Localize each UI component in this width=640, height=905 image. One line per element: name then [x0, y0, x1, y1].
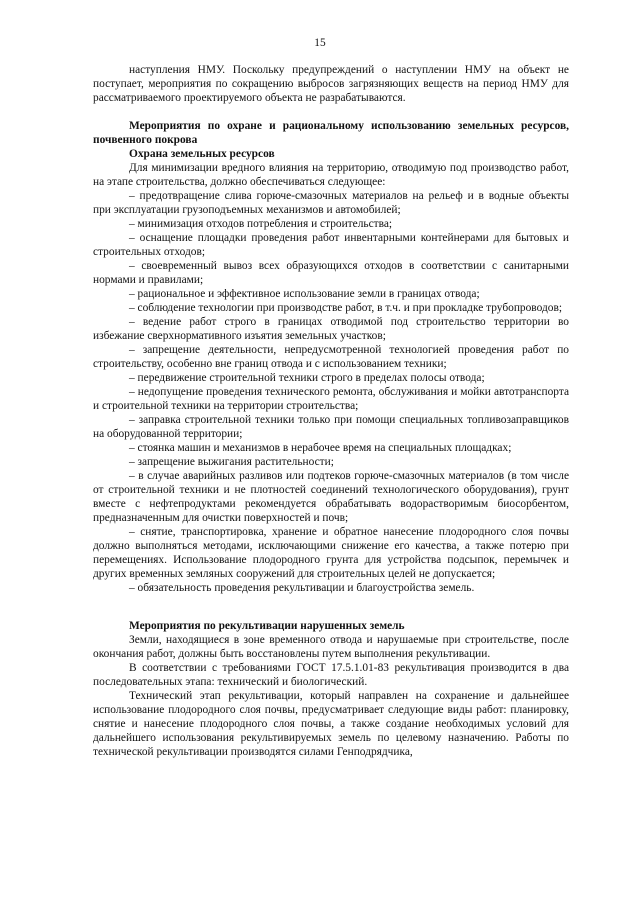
list-item: – минимизация отходов потребления и строительства; — [129, 218, 393, 230]
list-item: – снятие, транспортировка, хранение и обратное нанесение плодородного слоя почвы должно выполняться методами, исключающими снижение его качества, а также потерю при перемещениях. Использование плодородного грунта для устройства подсыпок, перемычек и других временных земляных сооружений для строительных целей не допускается; — [93, 526, 569, 580]
list-item: – соблюдение технологии при производстве работ, в т.ч. и при прокладке трубопроводов; — [129, 302, 563, 314]
list-item: – рациональное и эффективное использование земли в границах отвода; — [129, 288, 480, 300]
body-paragraph: Земли, находящиеся в зоне временного отвода и нарушаемые при строительстве, после окончания работ, должны быть восстановлены путем выполнения рекультивации. — [93, 634, 569, 660]
list-item: – передвижение строительной техники строго в пределах полосы отвода; — [129, 372, 485, 384]
subsection-heading-land-resources: Охрана земельных ресурсов — [129, 148, 275, 160]
list-item: – стоянка машин и механизмов в нерабочее время на специальных площадках; — [129, 442, 512, 454]
page-number: 15 — [314, 37, 326, 49]
list-item: – предотвращение слива горюче-смазочных материалов на рельеф и в водные объекты при эксплуатации грузоподъемных механизмов и автомобилей; — [93, 190, 569, 216]
body-paragraph: В соответствии с требованиями ГОСТ 17.5.1.01-83 рекультивация производится в два последовательных этапа: технический и биологический. — [93, 662, 569, 688]
list-item: – недопущение проведения технического ремонта, обслуживания и мойки автотранспорта и строительной техники на территории строительства; — [93, 386, 569, 412]
body-paragraph: Технический этап рекультивации, который направлен на сохранение и дальнейшее использование плодородного слоя почвы, предусматривает следующие виды работ: планировку, снятие и нанесение плодородного слоя почвы, а также создание необходимых условий для дальнейшего использования рекультивируемых земель по целевому назначению. Работы по технической рекультивации производятся силами Генподрядчика, — [93, 690, 569, 758]
document-body — [93, 63, 569, 759]
list-item: – запрещение деятельности, непредусмотренной технологией проведения работ по строительству, особенно вне границ отвода и с использованием техники; — [93, 344, 569, 370]
list-item: – в случае аварийных разливов или подтеков горюче-смазочных материалов (в том числе от строительной техники и не плотностей соединений технологического оборудования), грунт вместе с нефтепродуктами рекомендуется обрабатывать водорастворимым биосорбентом, предназначенным для очистки поверхностей и почв; — [93, 470, 569, 524]
list-item: – оснащение площадки проведения работ инвентарными контейнерами для бытовых и строительных отходов; — [93, 232, 569, 258]
lead-paragraph: Для минимизации вредного влияния на территорию, отводимую под производство работ, на этапе строительства, должно обеспечиваться следующее: — [93, 162, 569, 188]
list-item: – ведение работ строго в границах отводимой под строительство территории во избежание сверхнормативного изъятия земельных участков; — [93, 316, 569, 342]
list-item: – своевременный вывоз всех образующихся отходов в соответствии с санитарными нормами и правилами; — [93, 260, 569, 286]
list-item: – запрещение выжигания растительности; — [129, 456, 334, 468]
section-heading-land-protection: Мероприятия по охране и рациональному использованию земельных ресурсов, почвенного покрова — [93, 120, 569, 146]
list-item: – обязательность проведения рекультивации и благоустройства земель. — [129, 582, 475, 594]
intro-paragraph: наступления НМУ. Поскольку предупреждений о наступлении НМУ на объект не поступает, мероприятия по сокращению выбросов загрязняющих веществ на период НМУ для рассматриваемого проектируемого объекта не разрабатываются. — [93, 64, 569, 104]
list-item: – заправка строительной техники только при помощи специальных топливозаправщиков на оборудованной территории; — [93, 414, 569, 440]
section-heading-reclamation: Мероприятия по рекультивации нарушенных земель — [129, 620, 405, 632]
